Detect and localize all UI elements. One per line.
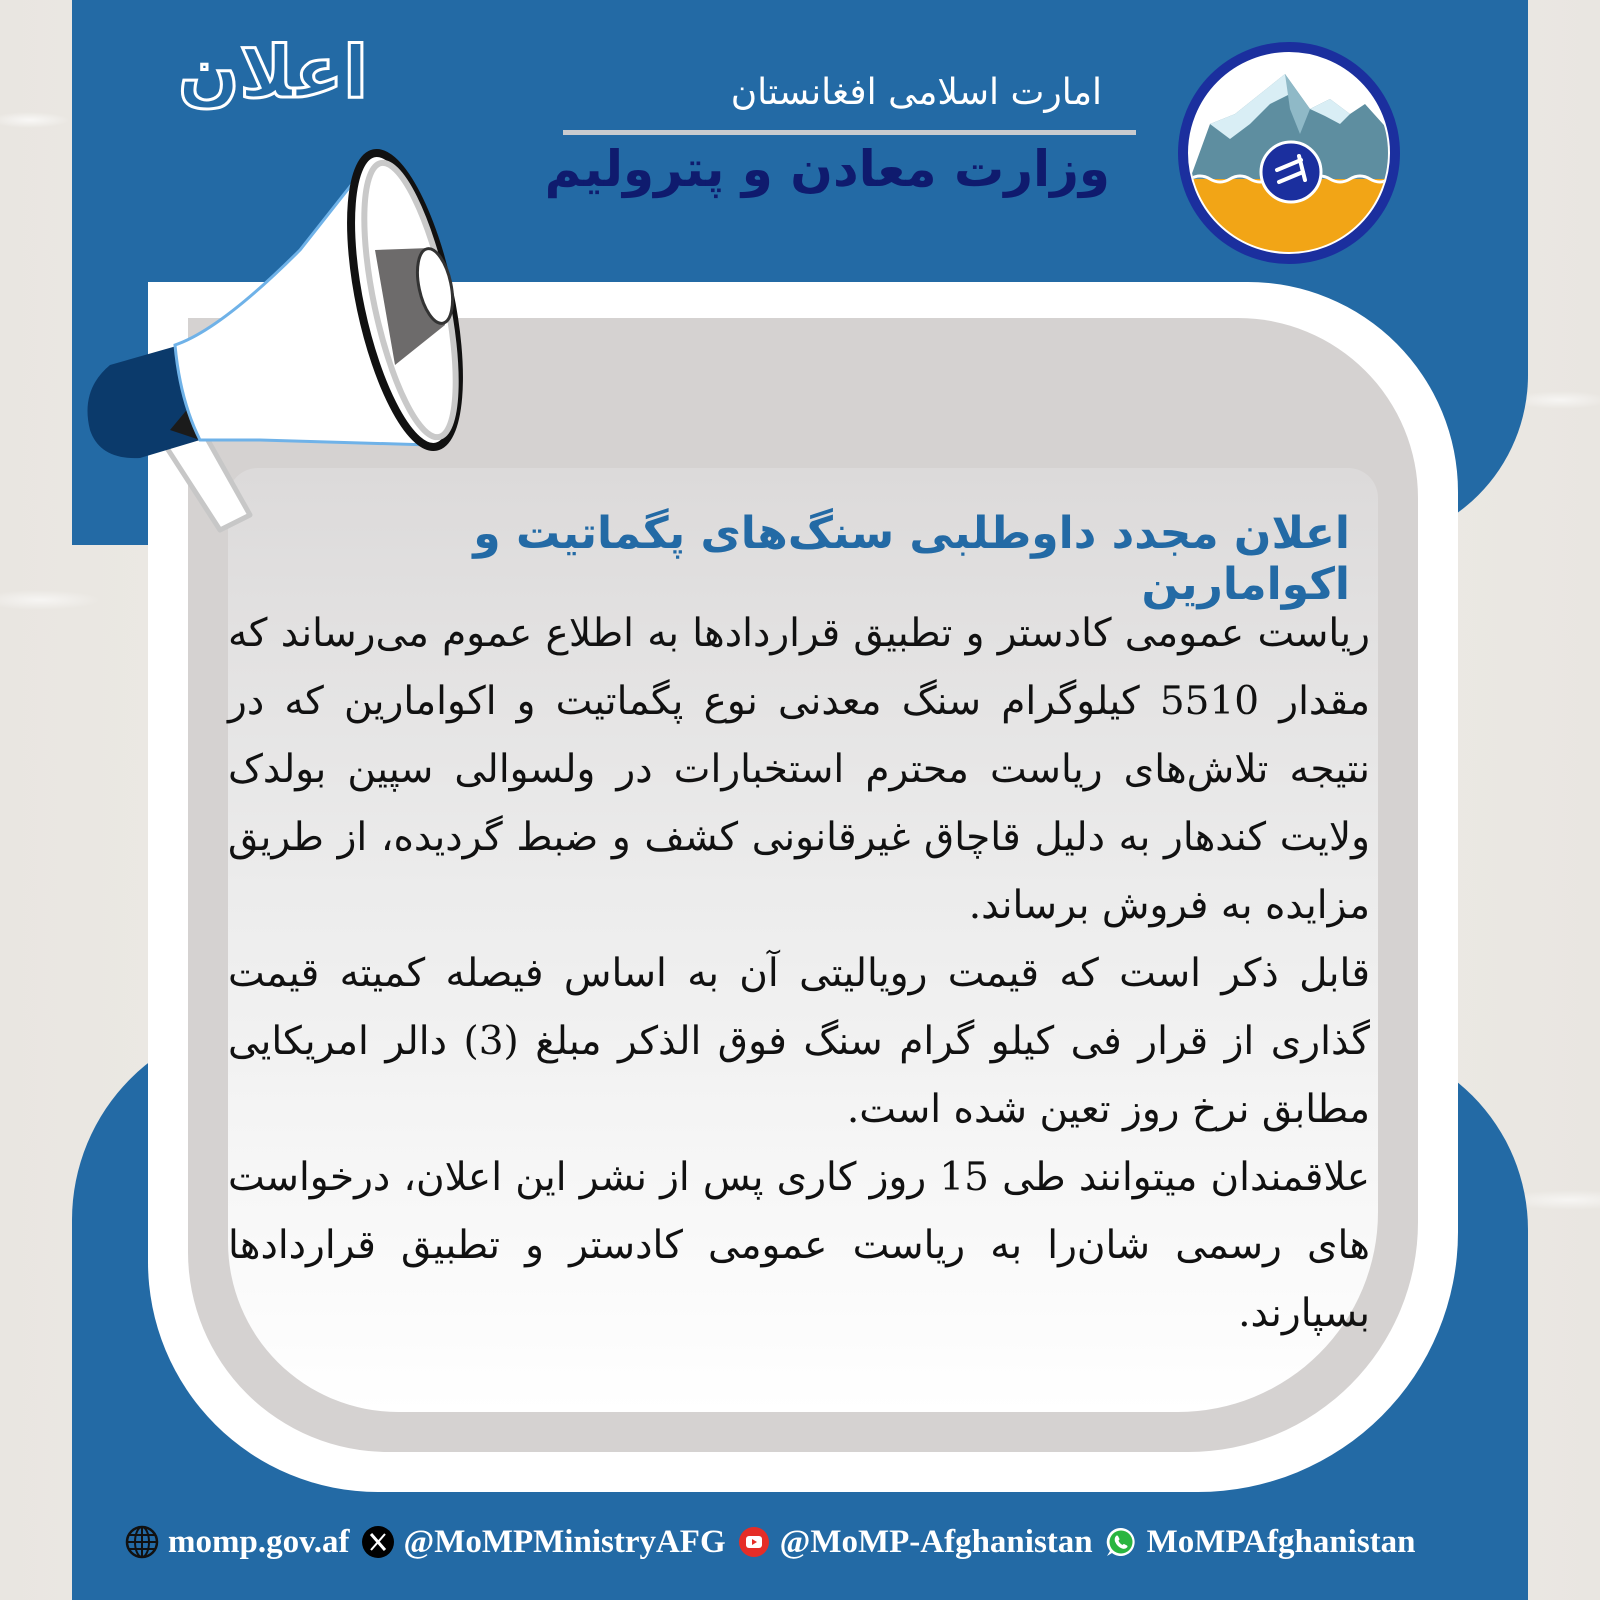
notice-paragraph-3: علاقمندان میتوانند طی 15 روز کاری پس از نشر این اعلان، درخواست های رسمی شان‌را به ریاست عمومی کادستر و تطبیق قراردادها بسپارند. [228,1155,1370,1336]
globe-icon [124,1524,160,1560]
footer-youtube-link[interactable] [736,1524,1093,1561]
footer-contacts [124,1518,1504,1566]
notice-title: اعلان مجدد داوطلبی سنگ‌های پگماتیت و اکوامارین [473,508,1350,610]
pickaxe-icon [1259,140,1323,204]
footer-youtube-label: @MoMP-Afghanistan [779,1523,1093,1560]
footer-x-link[interactable] [360,1524,726,1561]
government-title: امارت اسلامی افغانستان [730,72,1102,113]
megaphone-icon [70,140,540,560]
announcement-heading: اعلان [178,30,368,114]
x-twitter-icon [360,1524,396,1560]
whatsapp-icon [1103,1524,1139,1560]
notice-paragraph-1: ریاست عمومی کادستر و تطبیق قراردادها به اطلاع عموم می‌رساند که مقدار 5510 کیلوگرام سنگ معدنی نوع پگماتیت و اکوامارین که در نتیجه تلاش‌های ریاست محترم استخبارات در ولسوالی سپین بولدک ولایت کندهار به دلیل قاچاق غیرقانونی کشف و ضبط گردیده، از طریق مزایده به فروش برساند. [228,611,1371,928]
youtube-icon [736,1524,772,1560]
notice-paragraph-2: قابل ذکر است که قیمت رویالیتی آن به اساس فیصله کمیته قیمت گذاری از قرار فی کیلو گرام سنگ فوق الذکر مبلغ (3) دالر امریکایی مطابق نرخ روز تعین شده است. [228,951,1370,1132]
ministry-title: وزارت معادن و پترولیم [544,140,1110,198]
footer-whatsapp-link[interactable] [1103,1524,1416,1561]
footer-x-label: @MoMPMinistryAFG [403,1523,726,1560]
ministry-logo [1178,42,1400,264]
logo-inner-circle [1188,52,1390,254]
notice-body [228,600,1370,1348]
footer-website-link[interactable] [124,1524,350,1561]
footer-website-label: momp.gov.af [168,1523,350,1560]
header-divider [563,130,1136,135]
footer-whatsapp-label: MoMPAfghanistan [1146,1523,1416,1560]
